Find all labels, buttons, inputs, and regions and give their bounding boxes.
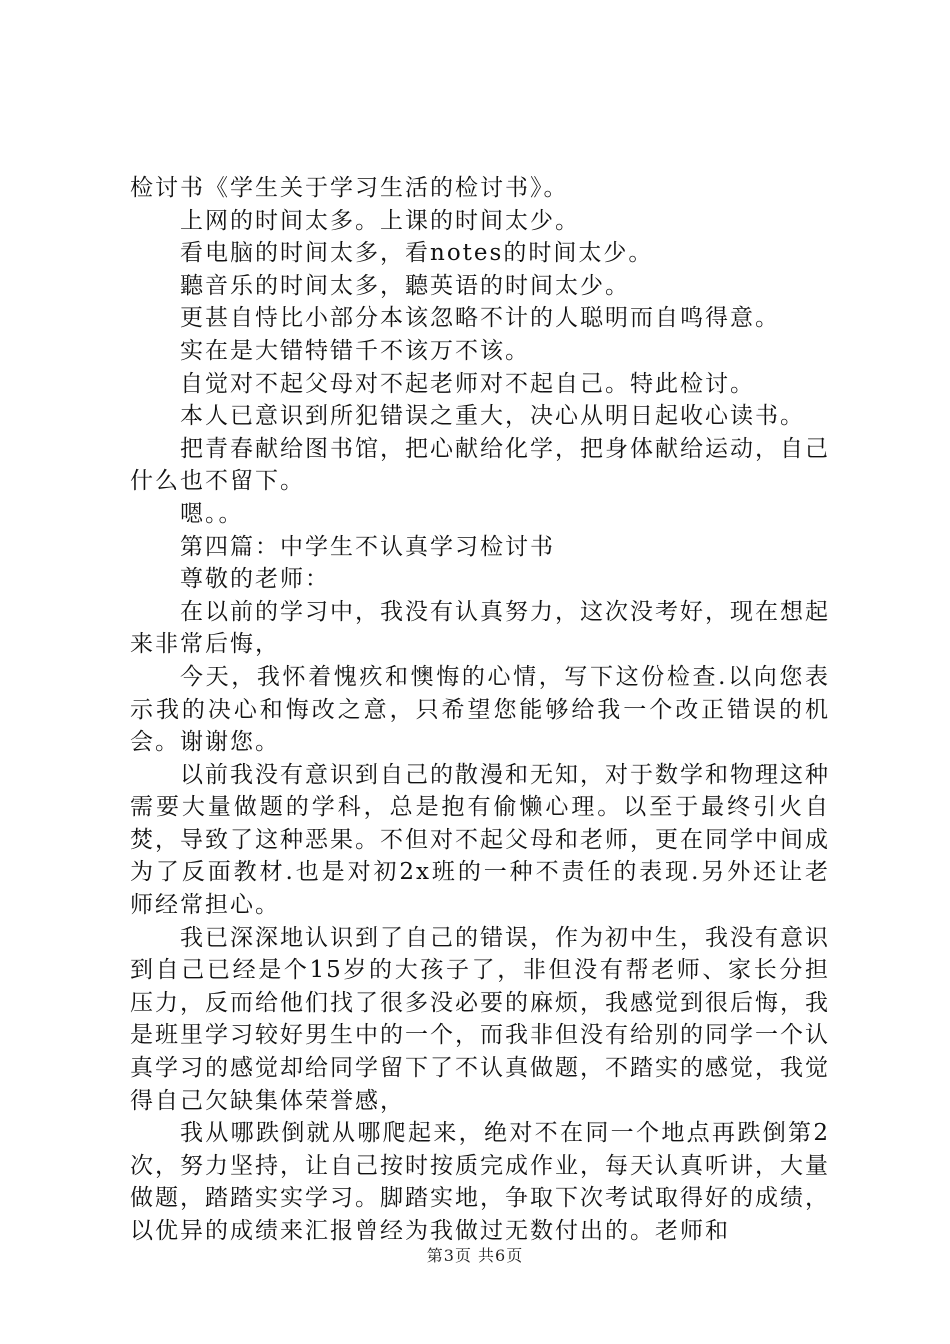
paragraph: 聽音乐的时间太多，聽英语的时间太少。	[180, 272, 630, 299]
paragraph: 检讨书《学生关于学习生活的检讨书》。	[130, 175, 569, 201]
paragraph: 实在是大错特错千不该万不该。	[180, 337, 530, 364]
document-body	[130, 172, 830, 1248]
paragraph: 自觉对不起父母对不起老师对不起自己。特此检讨。	[180, 370, 755, 397]
paragraph: 上网的时间太多。上课的时间太少。	[180, 207, 580, 234]
paragraph: 今天，我怀着愧疚和懊悔的心情，写下这份检查.以向您表示我的决心和悔改之意，只希望您能够给我一个改正错误的机会。谢谢您。	[130, 663, 830, 756]
paragraph: 更甚自恃比小部分本该忽略不计的人聪明而自鸣得意。	[180, 305, 780, 332]
paragraph: 看电脑的时间太多，看notes的时间太少。	[180, 240, 654, 267]
paragraph: 本人已意识到所犯错误之重大，决心从明日起收心读书。	[180, 403, 805, 430]
paragraph: 尊敬的老师：	[180, 566, 330, 593]
paragraph: 嗯。。	[180, 500, 244, 527]
paragraph: 我已深深地认识到了自己的错误，作为初中生，我没有意识到自己已经是个15岁的大孩子了，非但没有帮老师、家长分担压力，反而给他们找了很多没必要的麻烦，我感觉到很后悔，我是班里学习较好男生中的一个，而我非但没有给别的同学一个认真学习的感觉却给同学留下了不认真做题，不踏实的感觉，我觉得自己欠缺集体荣誉感，	[130, 924, 830, 1114]
paragraph: 第四篇：中学生不认真学习检讨书	[180, 533, 555, 560]
paragraph: 把青春献给图书馆，把心献给化学，把身体献给运动，自己什么也不留下。	[130, 435, 830, 495]
page-footer: 第3页 共6页	[426, 1246, 524, 1265]
paragraph: 我从哪跌倒就从哪爬起来，绝对不在同一个地点再跌倒第2次，努力坚持，让自己按时按质完成作业，每天认真听讲，大量做题，踏踏实实学习。脚踏实地，争取下次考试取得好的成绩，以优异的成绩来汇报曾经为我做过无数付出的。老师和	[130, 1120, 830, 1244]
paragraph: 在以前的学习中，我没有认真努力，这次没考好，现在想起来非常后悔，	[130, 598, 830, 658]
paragraph: 以前我没有意识到自己的散漫和无知，对于数学和物理这种需要大量做题的学科，总是抱有偷懒心理。以至于最终引火自焚，导致了这种恶果。不但对不起父母和老师，更在同学中间成为了反面教材.也是对初2x班的一种不责任的表现.另外还让老师经常担心。	[130, 761, 830, 919]
